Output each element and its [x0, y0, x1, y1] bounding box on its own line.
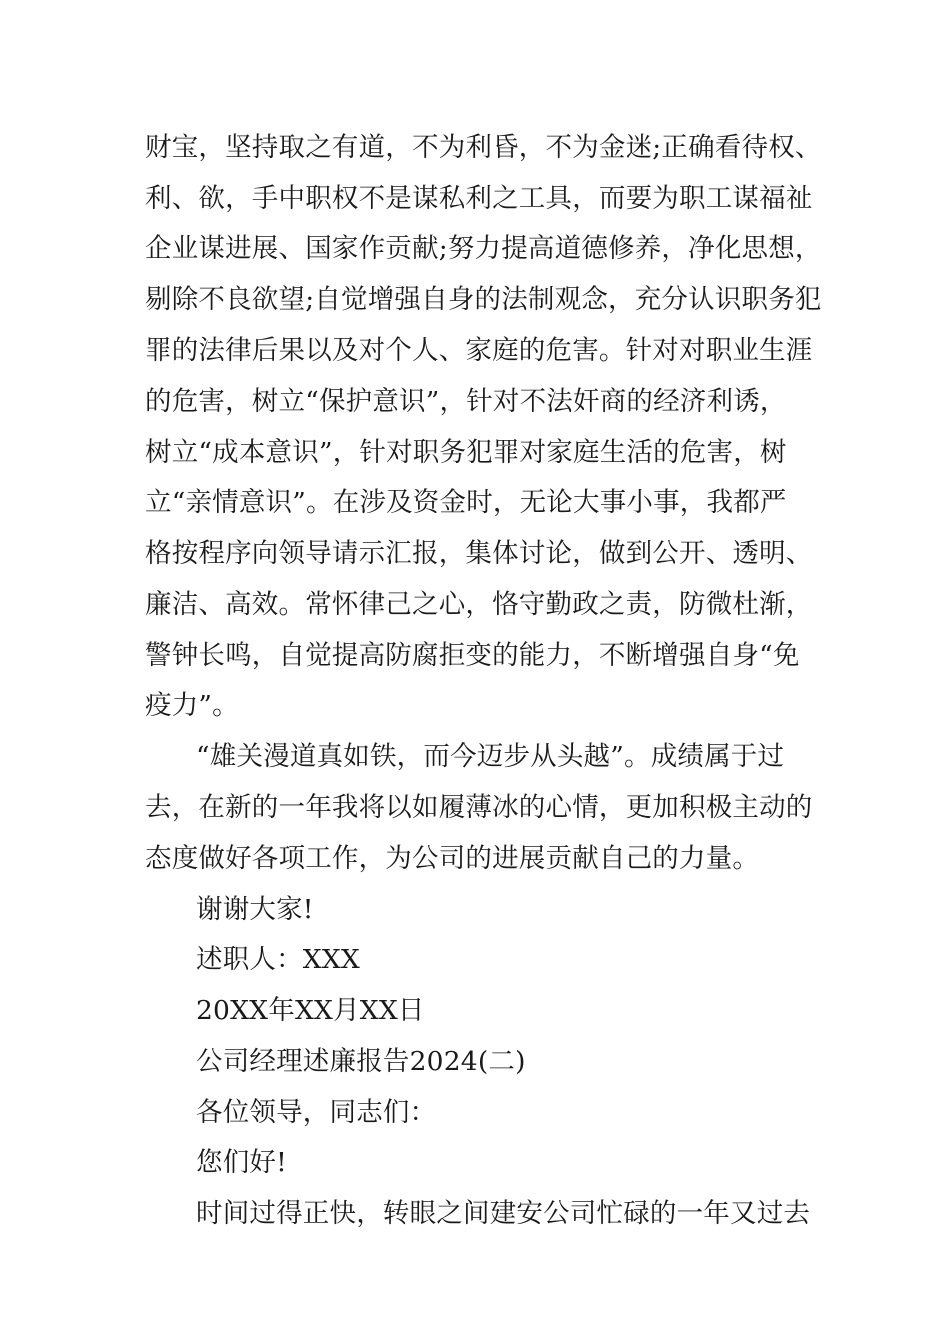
text-line: 利、欲，手中职权不是谋私利之工具，而要为职工谋福祉: [145, 183, 813, 214]
section-title: 公司经理述廉报告2024(二): [196, 1046, 526, 1077]
text-line: 的危害，树立“保护意识”，针对不法奸商的经济利诱，: [145, 386, 787, 417]
salutation: 各位领导，同志们：: [196, 1097, 437, 1128]
text-line: 廉洁、高效。常怀律己之心，恪守勤政之责，防微杜渐，: [145, 589, 813, 620]
greeting: 您们好!: [196, 1147, 287, 1178]
text-line: 警钟长鸣，自觉提高防腐拒变的能力，不断增强自身“免: [145, 640, 800, 671]
text-line: 立“亲情意识”。在涉及资金时，无论大事小事，我都严: [145, 487, 787, 518]
text-line: “雄关漫道真如铁，而今迈步从头越”。成绩属于过: [196, 741, 785, 772]
text-line: 树立“成本意识”，针对职务犯罪对家庭生活的危害，树: [145, 437, 787, 468]
text-line: 时间过得正快，转眼之间建安公司忙碌的一年又过去: [196, 1198, 811, 1229]
closing-thanks: 谢谢大家!: [196, 894, 314, 925]
text-line: 去，在新的一年我将以如履薄冰的心情，更加积极主动的: [145, 792, 813, 823]
text-line: 态度做好各项工作，为公司的进展贡献自己的力量。: [145, 843, 760, 874]
reporter-signature: 述职人：XXX: [196, 944, 360, 975]
text-line: 罪的法律后果以及对个人、家庭的危害。针对对职业生涯: [145, 335, 813, 366]
text-line: 剔除不良欲望;自觉增强自身的法制观念，充分认识职务犯: [145, 284, 822, 315]
report-date: 20XX年XX月XX日: [196, 995, 425, 1026]
text-line: 企业谋进展、国家作贡献;努力提高道德修养，净化思想，: [145, 233, 822, 264]
text-line: 疫力”。: [145, 690, 239, 721]
text-line: 格按程序向领导请示汇报，集体讨论，做到公开、透明、: [145, 538, 813, 569]
text-line: 财宝，坚持取之有道，不为利昏，不为金迷;正确看待权、: [145, 132, 822, 163]
